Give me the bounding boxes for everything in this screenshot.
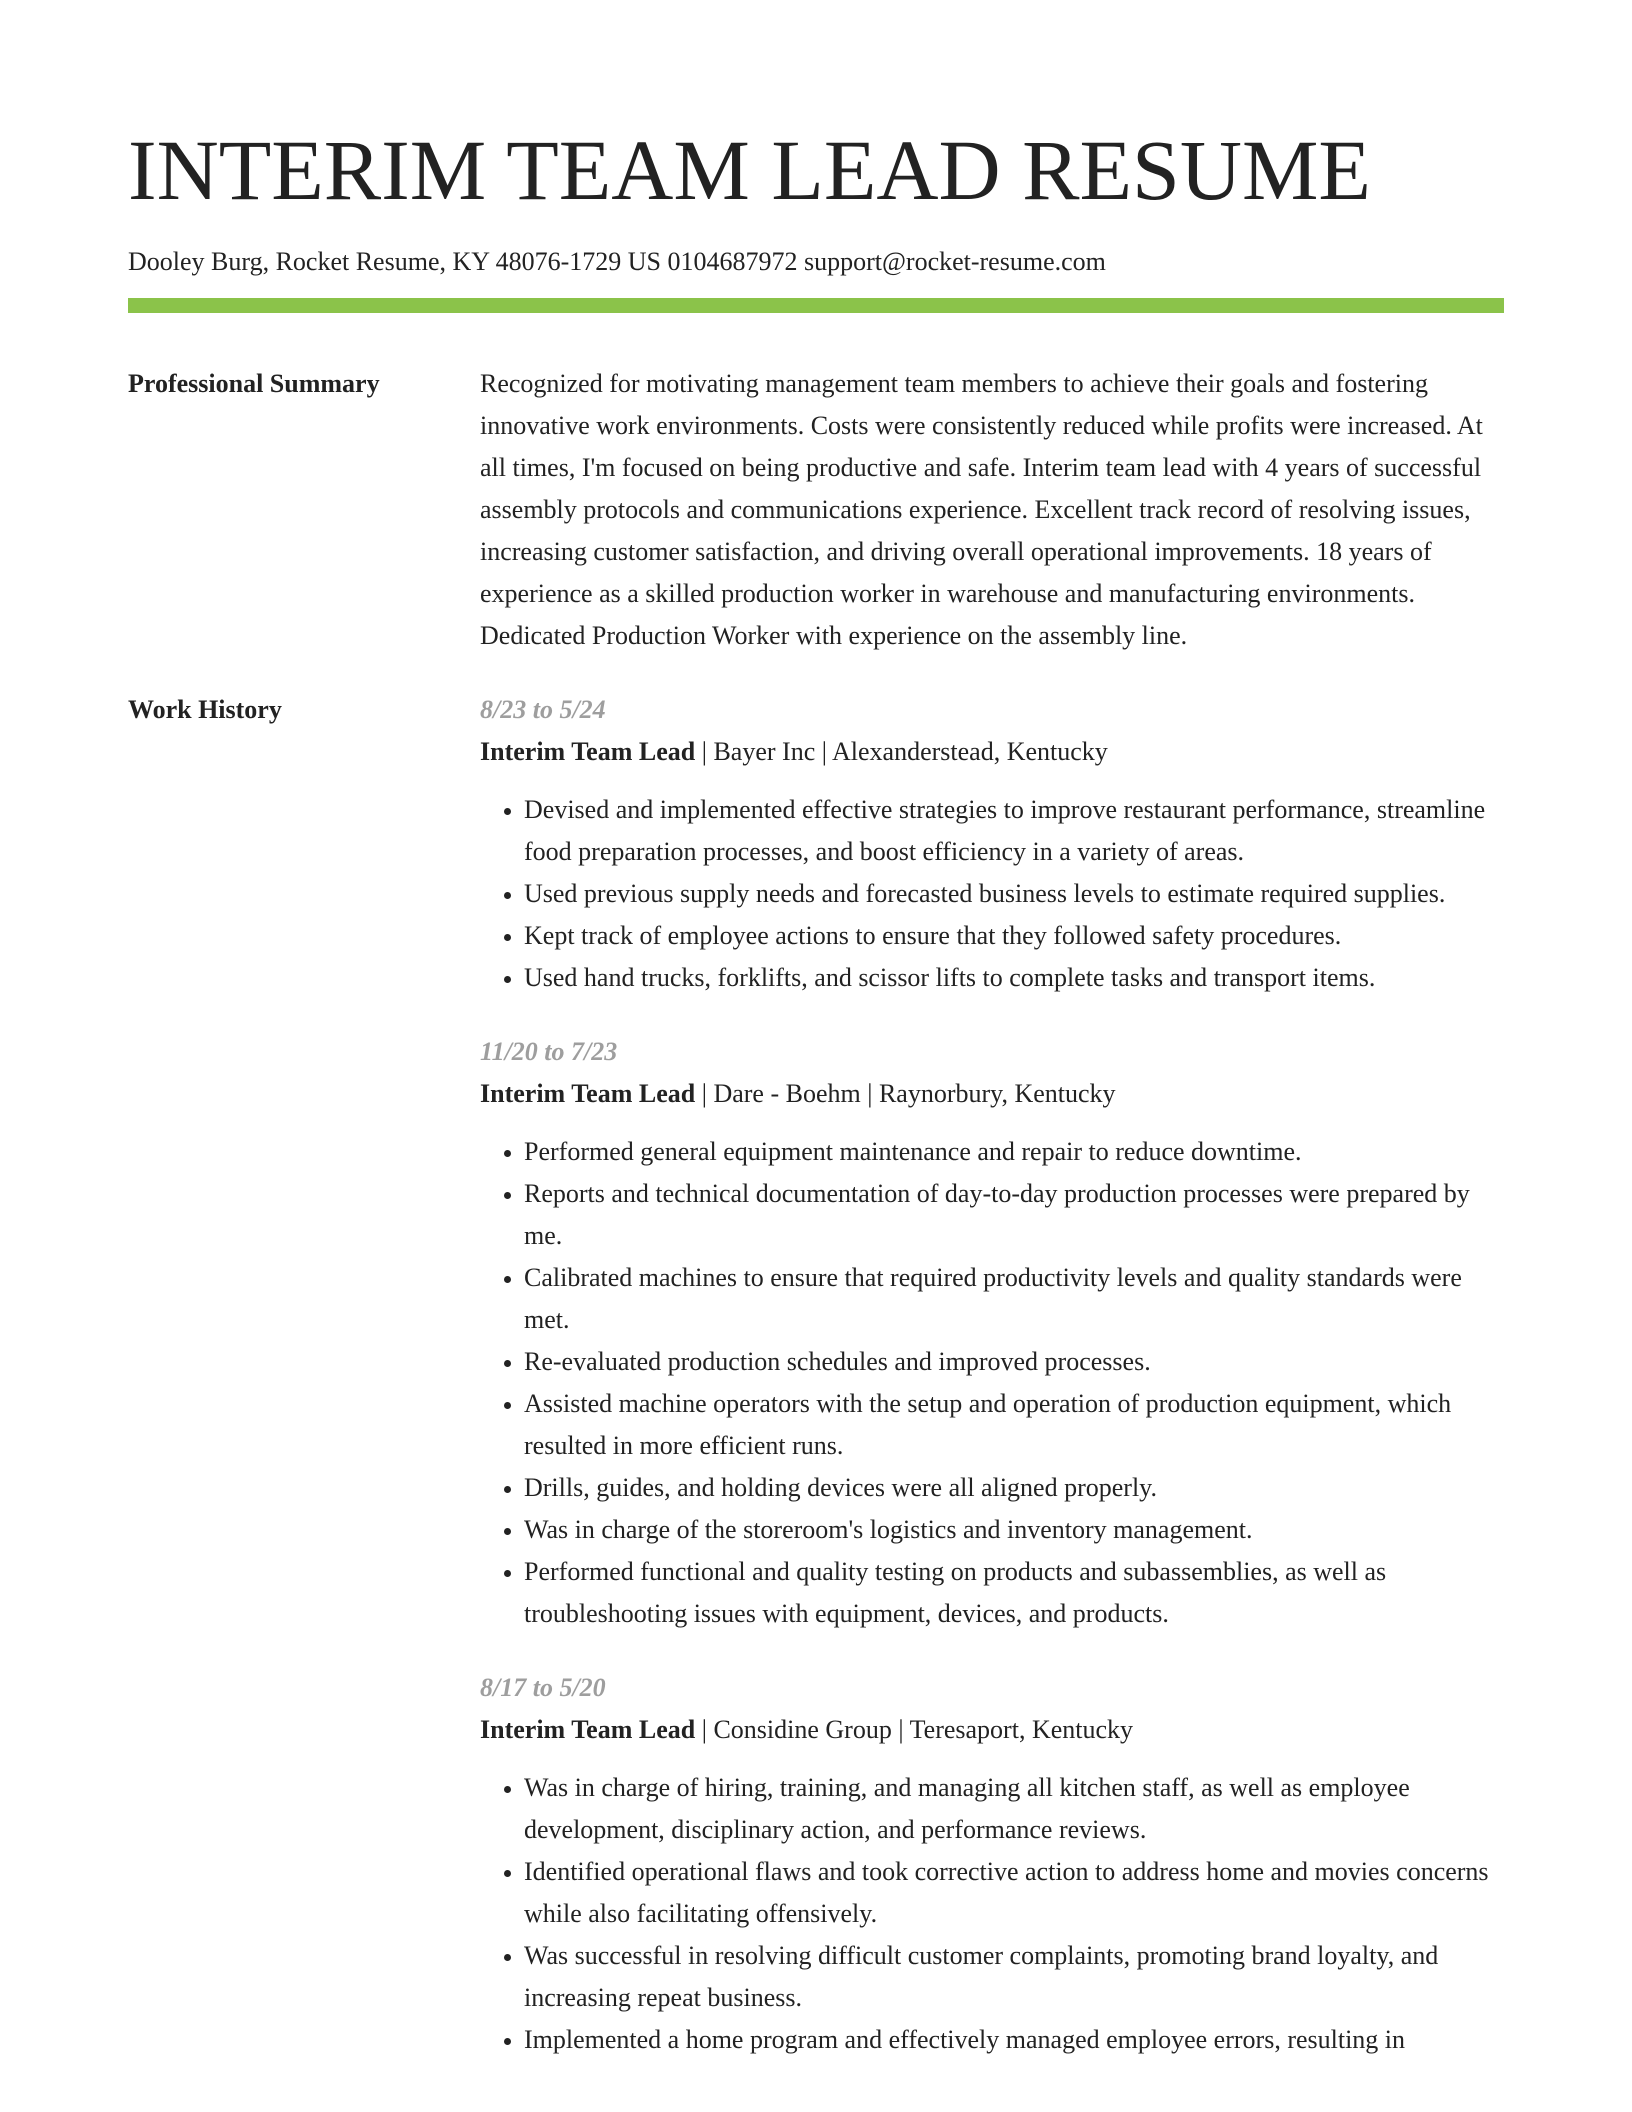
section-label-summary: Professional Summary: [128, 369, 380, 398]
section-label-work-history: Work History: [128, 695, 282, 724]
job-company: Considine Group: [713, 1715, 892, 1744]
job-bullet: • Kept track of employee actions to ensure that they followed safety procedures.: [524, 915, 1504, 957]
job-bullet-list: [480, 789, 1504, 999]
job-separator: |: [815, 737, 833, 766]
job-title: Interim Team Lead: [480, 1079, 696, 1108]
job-dates: 8/23 to 5/24: [480, 695, 606, 724]
job-location: Teresaport, Kentucky: [909, 1715, 1134, 1744]
job-bullet-list: [480, 1767, 1504, 2061]
job-entry: [480, 1031, 1504, 1635]
job-separator: |: [695, 737, 714, 766]
header-divider: [128, 298, 1504, 313]
job-entry: [480, 689, 1504, 999]
professional-summary-section: [128, 363, 1504, 657]
job-bullet: • Performed functional and quality testing on products and subassemblies, as well as troubleshooting issues with equipment, devices, and products.: [524, 1551, 1504, 1635]
job-bullet-list: [480, 1131, 1504, 1635]
resume-title: INTERIM TEAM LEAD RESUME: [128, 122, 1371, 218]
job-bullet: • Identified operational flaws and took corrective action to address home and movies concerns while also facilitating offensively.: [524, 1851, 1504, 1935]
contact-line: Dooley Burg, Rocket Resume, KY 48076-1729 US 0104687972 support@rocket-resume.com: [128, 247, 1106, 276]
work-history-section: [128, 689, 1504, 2093]
job-dates: 11/20 to 7/23: [480, 1037, 618, 1066]
job-heading: [480, 1709, 1504, 1751]
job-company: Bayer Inc: [713, 737, 816, 766]
job-bullet: • Assisted machine operators with the setup and operation of production equipment, which resulted in more efficient runs.: [524, 1383, 1504, 1467]
job-bullet: • Reports and technical documentation of day-to-day production processes were prepared by me.: [524, 1173, 1504, 1257]
job-bullet: • Was successful in resolving difficult customer complaints, promoting brand loyalty, and increasing repeat business.: [524, 1935, 1504, 2019]
job-bullet: • Was in charge of the storeroom's logistics and inventory management.: [524, 1509, 1504, 1551]
job-bullet: • Calibrated machines to ensure that required productivity levels and quality standards were met.: [524, 1257, 1504, 1341]
job-title: Interim Team Lead: [480, 1715, 696, 1744]
job-company: Dare - Boehm: [713, 1079, 861, 1108]
job-location: Alexanderstead, Kentucky: [832, 737, 1108, 766]
job-bullet: • Re-evaluated production schedules and improved processes.: [524, 1341, 1504, 1383]
job-bullet: • Implemented a home program and effectively managed employee errors, resulting in: [524, 2019, 1504, 2061]
resume-page: [128, 0, 1504, 2093]
job-bullet: • Was in charge of hiring, training, and managing all kitchen staff, as well as employee development, disciplinary action, and performance reviews.: [524, 1767, 1504, 1851]
job-entry: [480, 1667, 1504, 2061]
job-heading: [480, 731, 1504, 773]
job-separator: |: [891, 1715, 910, 1744]
job-separator: |: [860, 1079, 879, 1108]
job-dates: 8/17 to 5/20: [480, 1673, 606, 1702]
summary-text: Recognized for motivating management team members to achieve their goals and fostering innovative work environments. Costs were consistently reduced while profits were increased. At all times, I'm focused on being productive and safe. Interim team lead with 4 years of successful assembly protocols and communications experience. Excellent track record of resolving issues, increasing customer satisfaction, and driving overall operational improvements. 18 years of experience as a skilled production worker in warehouse and manufacturing environments. Dedicated Production Worker with experience on the assembly line.: [480, 369, 1483, 650]
job-separator: |: [695, 1715, 714, 1744]
job-title: Interim Team Lead: [480, 737, 696, 766]
job-bullet: • Used previous supply needs and forecasted business levels to estimate required supplies.: [524, 873, 1504, 915]
job-heading: [480, 1073, 1504, 1115]
job-bullet: • Drills, guides, and holding devices were all aligned properly.: [524, 1467, 1504, 1509]
job-bullet: • Performed general equipment maintenance and repair to reduce downtime.: [524, 1131, 1504, 1173]
job-list: [480, 689, 1504, 2093]
job-separator: |: [695, 1079, 714, 1108]
job-bullet: • Used hand trucks, forklifts, and scissor lifts to complete tasks and transport items.: [524, 957, 1504, 999]
job-location: Raynorbury, Kentucky: [878, 1079, 1116, 1108]
job-bullet: • Devised and implemented effective strategies to improve restaurant performance, streamline food preparation processes, and boost efficiency in a variety of areas.: [524, 789, 1504, 873]
